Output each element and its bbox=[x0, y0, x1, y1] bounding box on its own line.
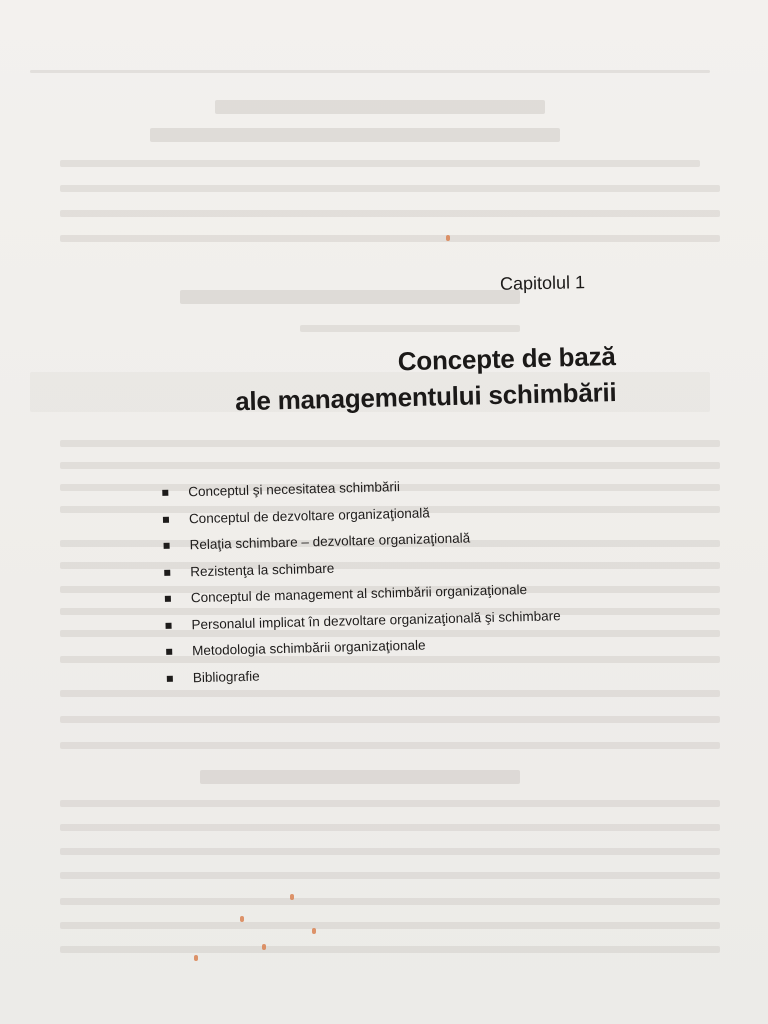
paper-speck bbox=[240, 916, 244, 922]
paper-speck bbox=[290, 894, 294, 900]
list-item-label: Conceptul şi necesitatea schimbării bbox=[188, 479, 401, 500]
chapter-label: Capitolul 1 bbox=[499, 272, 586, 294]
paper-speck bbox=[446, 235, 450, 241]
list-item-label: Rezistenţa la schimbare bbox=[190, 560, 335, 579]
bullet-icon bbox=[167, 675, 173, 681]
list-item-label: Personalul implicat în dezvoltare organizaţională şi schimbare bbox=[191, 607, 561, 632]
bullet-icon bbox=[165, 596, 171, 602]
list-item-label: Bibliografie bbox=[192, 668, 260, 685]
list-item-label: Metodologia schimbării organizaţionale bbox=[191, 637, 426, 659]
bullet-icon bbox=[162, 490, 168, 496]
list-item-label: Relaţia schimbare – dezvoltare organizaţională bbox=[189, 530, 471, 553]
bullet-icon bbox=[164, 543, 170, 549]
bullet-icon bbox=[164, 569, 170, 575]
chapter-title bbox=[175, 338, 617, 421]
bullet-icon bbox=[166, 649, 172, 655]
list-item-label: Conceptul de management al schimbării organizaţionale bbox=[190, 582, 528, 606]
chapter-title-line-2: ale managementului schimbării bbox=[234, 376, 617, 417]
paper-speck bbox=[262, 944, 266, 950]
bullet-icon bbox=[165, 622, 171, 628]
paper-speck bbox=[312, 928, 316, 934]
chapter-contents-list bbox=[158, 469, 603, 692]
list-item-label: Conceptul de dezvoltare organizaţională bbox=[188, 504, 430, 526]
paper-speck bbox=[194, 955, 198, 961]
bullet-icon bbox=[163, 516, 169, 522]
chapter-title-line-1: Concepte de bază bbox=[397, 341, 616, 377]
